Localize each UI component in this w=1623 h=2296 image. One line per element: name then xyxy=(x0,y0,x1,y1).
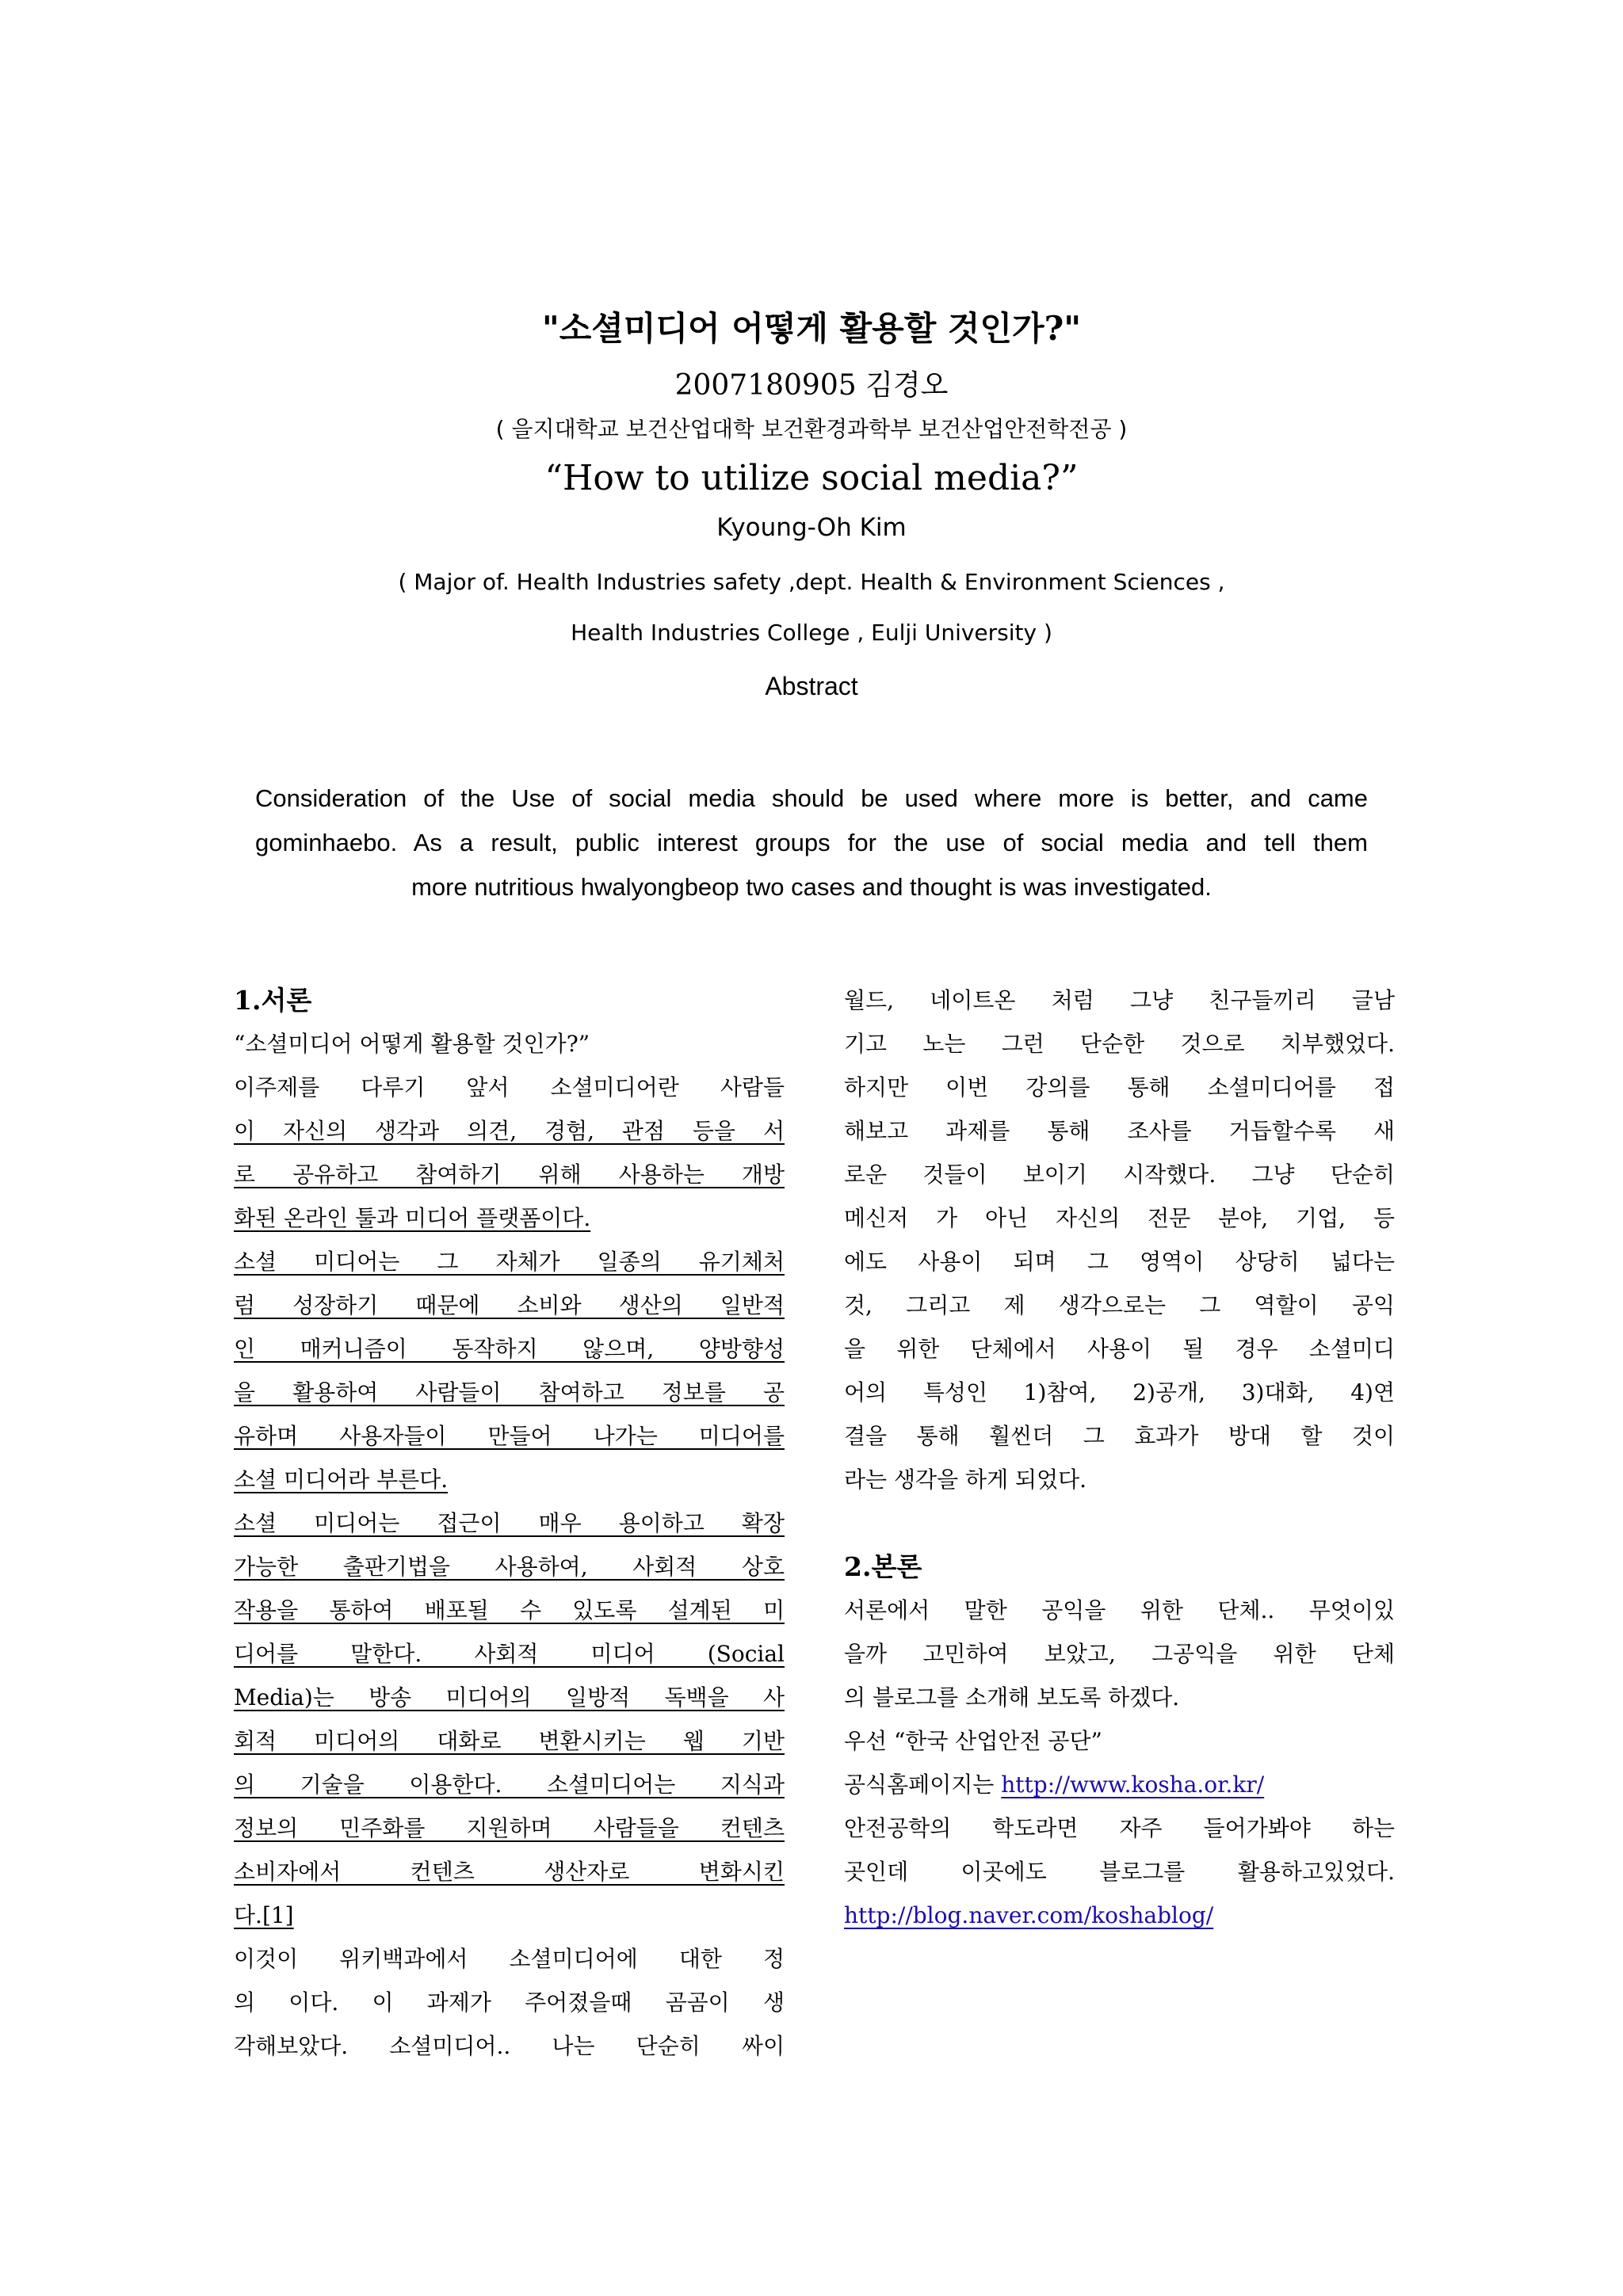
underlined-definition-line: 화된 온라인 툴과 미디어 플랫폼이다. xyxy=(234,1205,591,1231)
underlined-definition-line: Media)는 방송 미디어의 일방적 독백을 사 xyxy=(234,1684,785,1711)
body-line: 이주제를 다루기 앞서 소셜미디어란 사람들 xyxy=(234,1074,785,1100)
body-line: 메신저 가 아닌 자신의 전문 분야, 기업, 등 xyxy=(844,1205,1395,1231)
underlined-definition-line: 의 기술을 이용한다. 소셜미디어는 지식과 xyxy=(234,1772,785,1798)
blog-link-line xyxy=(844,1894,1395,1937)
kosha-homepage-link[interactable]: http://www.kosha.or.kr/ xyxy=(1001,1772,1265,1798)
body-line: “소셜미디어 어떻게 활용할 것인가?” xyxy=(234,1031,590,1057)
homepage-prefix: 공식홈페이지는 xyxy=(844,1772,1002,1798)
body-line: 우선 “한국 산업안전 공단” xyxy=(844,1728,1102,1754)
body-line: 어의 특성인 1)참여, 2)공개, 3)대화, 4)연 xyxy=(844,1379,1395,1405)
underlined-definition-line: 디어를 말한다. 사회적 미디어 (Social xyxy=(234,1641,785,1667)
body-line: 곳인데 이곳에도 블로그를 활용하고있었다. xyxy=(844,1859,1395,1885)
body-line: 라는 생각을 하게 되었다. xyxy=(844,1466,1087,1493)
body-line: 것, 그리고 제 생각으로는 그 역할이 공익 xyxy=(844,1292,1395,1318)
body-line: 각해보았다. 소셜미디어.. 나는 단순히 싸이 xyxy=(234,2033,785,2059)
body-line: 을까 고민하여 보았고, 그공익을 위한 단체 xyxy=(844,1641,1395,1667)
body-line: 이것이 위키백과에서 소셜미디어에 대한 정 xyxy=(234,1946,785,1972)
homepage-line xyxy=(844,1763,1395,1806)
student-id-name: 2007180905 김경오 xyxy=(674,369,949,402)
body-line: 안전공학의 학도라면 자주 들어가봐야 하는 xyxy=(844,1815,1395,1841)
underlined-definition-line: 유하며 사용자들이 만들어 나가는 미디어를 xyxy=(234,1423,785,1449)
underlined-definition-line: 소셜 미디어는 그 자체가 일종의 유기체처 xyxy=(234,1249,785,1275)
section-heading-introduction: 1.서론 xyxy=(234,985,312,1016)
kosha-blog-link[interactable]: http://blog.naver.com/koshablog/ xyxy=(844,1902,1214,1928)
underlined-definition-line: 정보의 민주화를 지원하며 사람들을 컨텐츠 xyxy=(234,1815,785,1841)
abstract-body xyxy=(255,776,1368,910)
section-heading-body: 2.본론 xyxy=(844,1551,922,1582)
underlined-definition-line: 가능한 출판기법을 사용하여, 사회적 상호 xyxy=(234,1554,785,1580)
body-line: 서론에서 말한 공익을 위한 단체.. 무엇이있 xyxy=(844,1597,1395,1623)
underlined-definition-line: 인 매커니즘이 동작하지 않으며, 양방향성 xyxy=(234,1336,785,1362)
underlined-definition-line: 로 공유하고 참여하기 위해 사용하는 개방 xyxy=(234,1161,785,1188)
paper-title-korean: "소셜미디어 어떻게 활용할 것인가?" xyxy=(541,309,1082,348)
author-english: Kyoung-Oh Kim xyxy=(716,513,907,542)
abstract-line: more nutritious hwalyongbeop two cases and thought is was investigated. xyxy=(411,873,1212,901)
abstract-line: Consideration of the Use of social media should be used where more is better, and came xyxy=(255,784,1368,812)
underlined-definition-line: 소비자에서 컨텐츠 생산자로 변화시킨 xyxy=(234,1859,785,1885)
affiliation-english-line-2: Health Industries College , Eulji University ) xyxy=(571,620,1052,646)
body-line: 로운 것들이 보이기 시작했다. 그냥 단순히 xyxy=(844,1161,1395,1188)
underlined-definition-line: 작용을 통하여 배포될 수 있도록 설계된 미 xyxy=(234,1597,785,1623)
affiliation-english-line-1: ( Major of. Health Industries safety ,dept. Health & Environment Sciences , xyxy=(398,569,1225,595)
underlined-definition-line: 소셜 미디어는 접근이 매우 용이하고 확장 xyxy=(234,1510,785,1536)
paper-title-english: “How to utilize social media?” xyxy=(544,458,1079,498)
body-line: 결을 통해 훨씬더 그 효과가 방대 할 것이 xyxy=(844,1423,1395,1449)
abstract-heading: Abstract xyxy=(765,672,858,700)
underlined-definition-line: 을 활용하여 사람들이 참여하고 정보를 공 xyxy=(234,1379,785,1405)
body-line: 을 위한 단체에서 사용이 될 경우 소셜미디 xyxy=(844,1336,1395,1362)
right-column xyxy=(844,978,1395,1937)
body-line: 하지만 이번 강의를 통해 소셜미디어를 접 xyxy=(844,1074,1395,1100)
body-line: 의 블로그를 소개해 보도록 하겠다. xyxy=(844,1684,1180,1711)
affiliation-korean: ( 을지대학교 보건산업대학 보건환경과학부 보건산업안전학전공 ) xyxy=(495,416,1128,442)
citation-line: 다.[1] xyxy=(234,1902,294,1928)
body-line: 에도 사용이 되며 그 영역이 상당히 넓다는 xyxy=(844,1249,1395,1275)
underlined-definition-line: 럼 성장하기 때문에 소비와 생산의 일반적 xyxy=(234,1292,785,1318)
underlined-definition-line: 회적 미디어의 대화로 변환시키는 웹 기반 xyxy=(234,1728,785,1754)
section-spacer xyxy=(844,1501,1395,1545)
left-column xyxy=(234,978,785,2068)
body-line: 기고 노는 그런 단순한 것으로 치부했었다. xyxy=(844,1031,1395,1057)
body-line: 의 이다. 이 과제가 주어졌을때 곰곰이 생 xyxy=(234,1989,785,2016)
underlined-definition-line: 이 자신의 생각과 의견, 경험, 관점 등을 서 xyxy=(234,1118,785,1144)
body-line: 해보고 과제를 통해 조사를 거듭할수록 새 xyxy=(844,1118,1395,1144)
abstract-line: gominhaebo. As a result, public interest groups for the use of social media and tell them xyxy=(255,829,1368,856)
body-line: 월드, 네이트온 처럼 그냥 친구들끼리 글남 xyxy=(844,987,1395,1013)
underlined-definition-line: 소셜 미디어라 부른다. xyxy=(234,1466,449,1493)
